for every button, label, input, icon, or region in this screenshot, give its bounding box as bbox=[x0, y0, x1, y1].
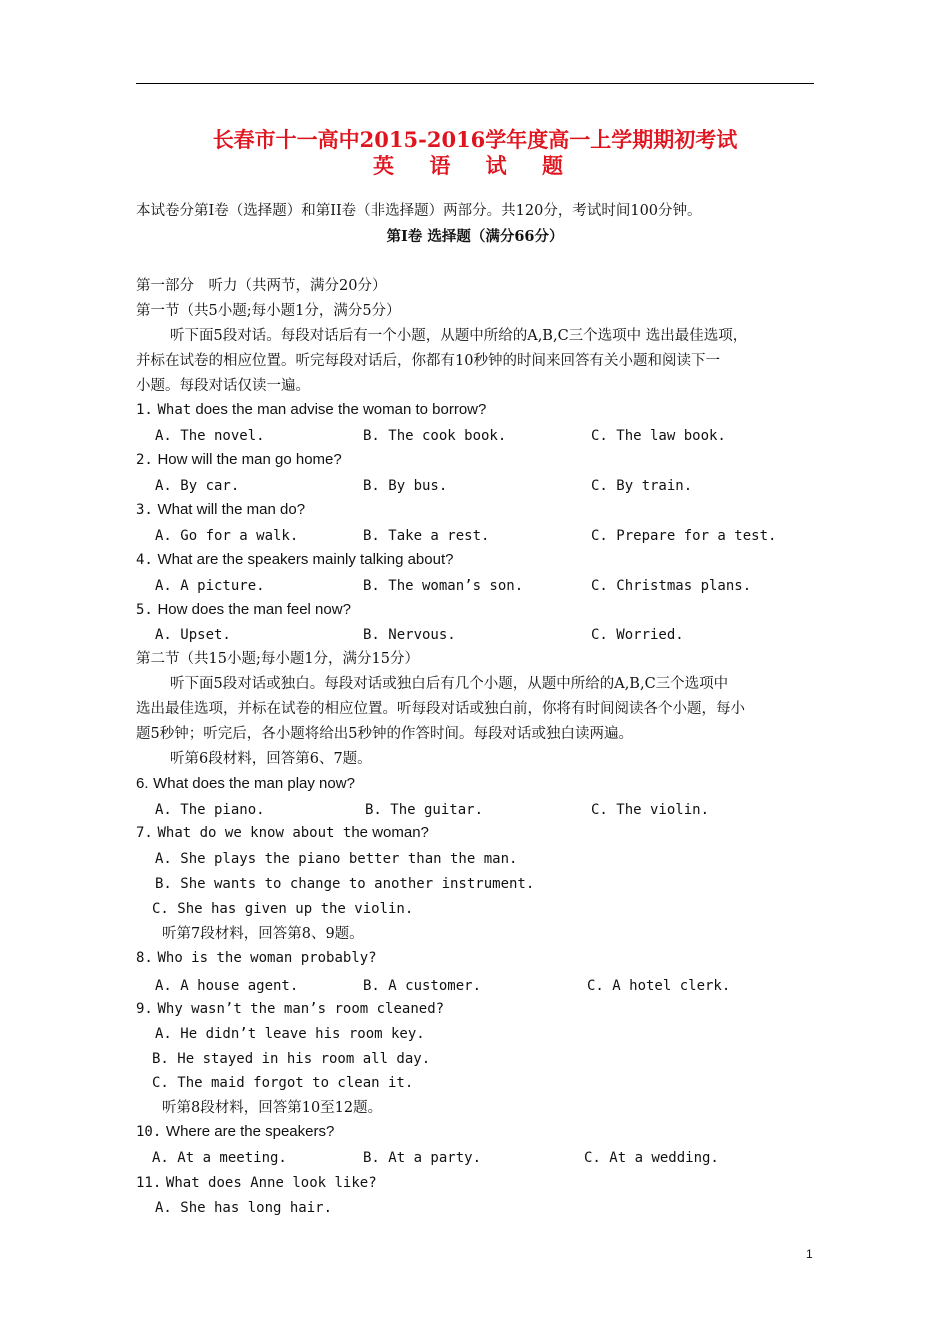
question-11 bbox=[136, 1173, 377, 1193]
q7-option-b: B. She wants to change to another instrument. bbox=[155, 876, 535, 892]
exam-title: 长春市十一高中2015-2016学年度高一上学期期初考试 bbox=[212, 127, 738, 152]
q9-option-b: B. He stayed in his room all day. bbox=[152, 1051, 431, 1067]
volume-title: 第I卷 选择题（满分66分） bbox=[386, 228, 564, 245]
note-material-6: 听第6段材料，回答第6、7题。 bbox=[170, 751, 372, 767]
q8-option-b: B. A customer. bbox=[363, 978, 482, 994]
section1-instr-2: 并标在试卷的相应位置。听完每段对话后，你都有10秒钟的时间来回答有关小题和阅读下一 bbox=[136, 353, 720, 369]
q11-number: 11. bbox=[136, 1175, 162, 1191]
q6-option-c: C. The violin. bbox=[591, 802, 710, 818]
q10-option-c: C. At a wedding. bbox=[584, 1150, 719, 1166]
q5-option-c: C. Worried. bbox=[591, 627, 684, 643]
q1-stem: does the man advise the woman to borrow? bbox=[191, 401, 487, 418]
question-5 bbox=[136, 600, 351, 620]
q3-option-c: C. Prepare for a test. bbox=[591, 528, 777, 544]
q2-option-b: B. By bus. bbox=[363, 478, 448, 494]
q1-option-a: A. The novel. bbox=[155, 428, 265, 444]
section2-instr-2: 选出最佳选项，并标在试卷的相应位置。听每段对话或独白前，你将有时间阅读各个小题，每小 bbox=[136, 701, 745, 717]
q3-stem: What will the man do? bbox=[157, 501, 306, 518]
q8-option-c: C. A hotel clerk. bbox=[587, 978, 731, 994]
exam-subtitle: 英 语 试 题 bbox=[373, 153, 577, 178]
q5-number: 5. bbox=[136, 602, 153, 618]
question-1 bbox=[136, 400, 486, 420]
q9-number: 9. bbox=[136, 1001, 153, 1017]
q9-option-c: C. The maid forgot to clean it. bbox=[152, 1075, 414, 1091]
q9-stem: Why wasn’t the man’s room cleaned? bbox=[157, 1001, 445, 1017]
intro-text: 本试卷分第I卷（选择题）和第II卷（非选择题）两部分。共120分，考试时间100分钟。 bbox=[136, 203, 702, 219]
q7-option-c: C. She has given up the violin. bbox=[152, 901, 414, 917]
q10-number: 10. bbox=[136, 1124, 162, 1140]
section2-heading: 第二节（共15小题;每小题1分，满分15分） bbox=[136, 651, 420, 667]
header-rule bbox=[136, 83, 814, 84]
q7-option-a: A. She plays the piano better than the man. bbox=[155, 851, 518, 867]
question-7 bbox=[136, 823, 429, 843]
q11-option-a: A. She has long hair. bbox=[155, 1200, 333, 1216]
q3-option-a: A. Go for a walk. bbox=[155, 528, 299, 544]
question-2 bbox=[136, 450, 342, 470]
q4-option-b: B. The woman’s son. bbox=[363, 578, 524, 594]
q1-number: 1. bbox=[136, 402, 153, 418]
part1-heading: 第一部分 听力（共两节，满分20分） bbox=[136, 278, 387, 294]
section1-instr-1: 听下面5段对话。每段对话后有一个小题，从题中所给的A,B,C三个选项中 选出最佳选项， bbox=[170, 328, 748, 344]
q6-stem: What does the man play now? bbox=[153, 775, 355, 792]
q6-option-a: A. The piano. bbox=[155, 802, 265, 818]
q4-number: 4. bbox=[136, 552, 153, 568]
question-4 bbox=[136, 550, 453, 570]
q8-number: 8. bbox=[136, 950, 153, 966]
question-8 bbox=[136, 948, 377, 968]
q2-number: 2. bbox=[136, 452, 153, 468]
q4-option-c: C. Christmas plans. bbox=[591, 578, 752, 594]
question-10 bbox=[136, 1122, 334, 1142]
q2-option-c: C. By train. bbox=[591, 478, 693, 494]
question-6 bbox=[136, 774, 355, 794]
question-9 bbox=[136, 999, 444, 1019]
q1-stem-pre: What bbox=[157, 402, 192, 418]
q6-number: 6. bbox=[136, 775, 149, 792]
section2-instr-1: 听下面5段对话或独白。每段对话或独白后有几个小题，从题中所给的A,B,C三个选项中 bbox=[170, 676, 729, 692]
q2-option-a: A. By car. bbox=[155, 478, 240, 494]
note-material-8: 听第8段材料，回答第10至12题。 bbox=[162, 1100, 383, 1116]
q4-option-a: A. A picture. bbox=[155, 578, 265, 594]
note-material-7: 听第7段材料，回答第8、9题。 bbox=[162, 926, 364, 942]
q10-stem: Where are the speakers? bbox=[165, 1123, 335, 1140]
q4-stem: What are the speakers mainly talking about? bbox=[157, 551, 454, 568]
q9-option-a: A. He didn’t leave his room key. bbox=[155, 1026, 425, 1042]
q8-option-a: A. A house agent. bbox=[155, 978, 299, 994]
q11-stem: What does Anne look like? bbox=[165, 1175, 377, 1191]
q10-option-a: A. At a meeting. bbox=[152, 1150, 287, 1166]
q2-stem: How will the man go home? bbox=[157, 451, 342, 468]
q6-option-b: B. The guitar. bbox=[365, 802, 484, 818]
page-number: 1 bbox=[806, 1247, 813, 1261]
q10-option-b: B. At a party. bbox=[363, 1150, 482, 1166]
q7-number: 7. bbox=[136, 825, 153, 841]
question-3 bbox=[136, 500, 305, 520]
q5-option-b: B. Nervous. bbox=[363, 627, 456, 643]
section1-instr-3: 小题。每段对话仅读一遍。 bbox=[136, 378, 310, 394]
q3-option-b: B. Take a rest. bbox=[363, 528, 490, 544]
q7-stem: he woman? bbox=[351, 824, 429, 841]
section2-instr-3: 题5秒钟；听完后，各小题将给出5秒钟的作答时间。每段对话或独白读两遍。 bbox=[136, 726, 633, 742]
section1-heading: 第一节（共5小题;每小题1分，满分5分） bbox=[136, 303, 401, 319]
q8-stem: Who is the woman probably? bbox=[157, 950, 377, 966]
q5-option-a: A. Upset. bbox=[155, 627, 231, 643]
q3-number: 3. bbox=[136, 502, 153, 518]
q1-option-c: C. The law book. bbox=[591, 428, 726, 444]
q7-stem-pre: What do we know about t bbox=[157, 825, 352, 841]
q5-stem: How does the man feel now? bbox=[157, 601, 351, 618]
q1-option-b: B. The cook book. bbox=[363, 428, 507, 444]
